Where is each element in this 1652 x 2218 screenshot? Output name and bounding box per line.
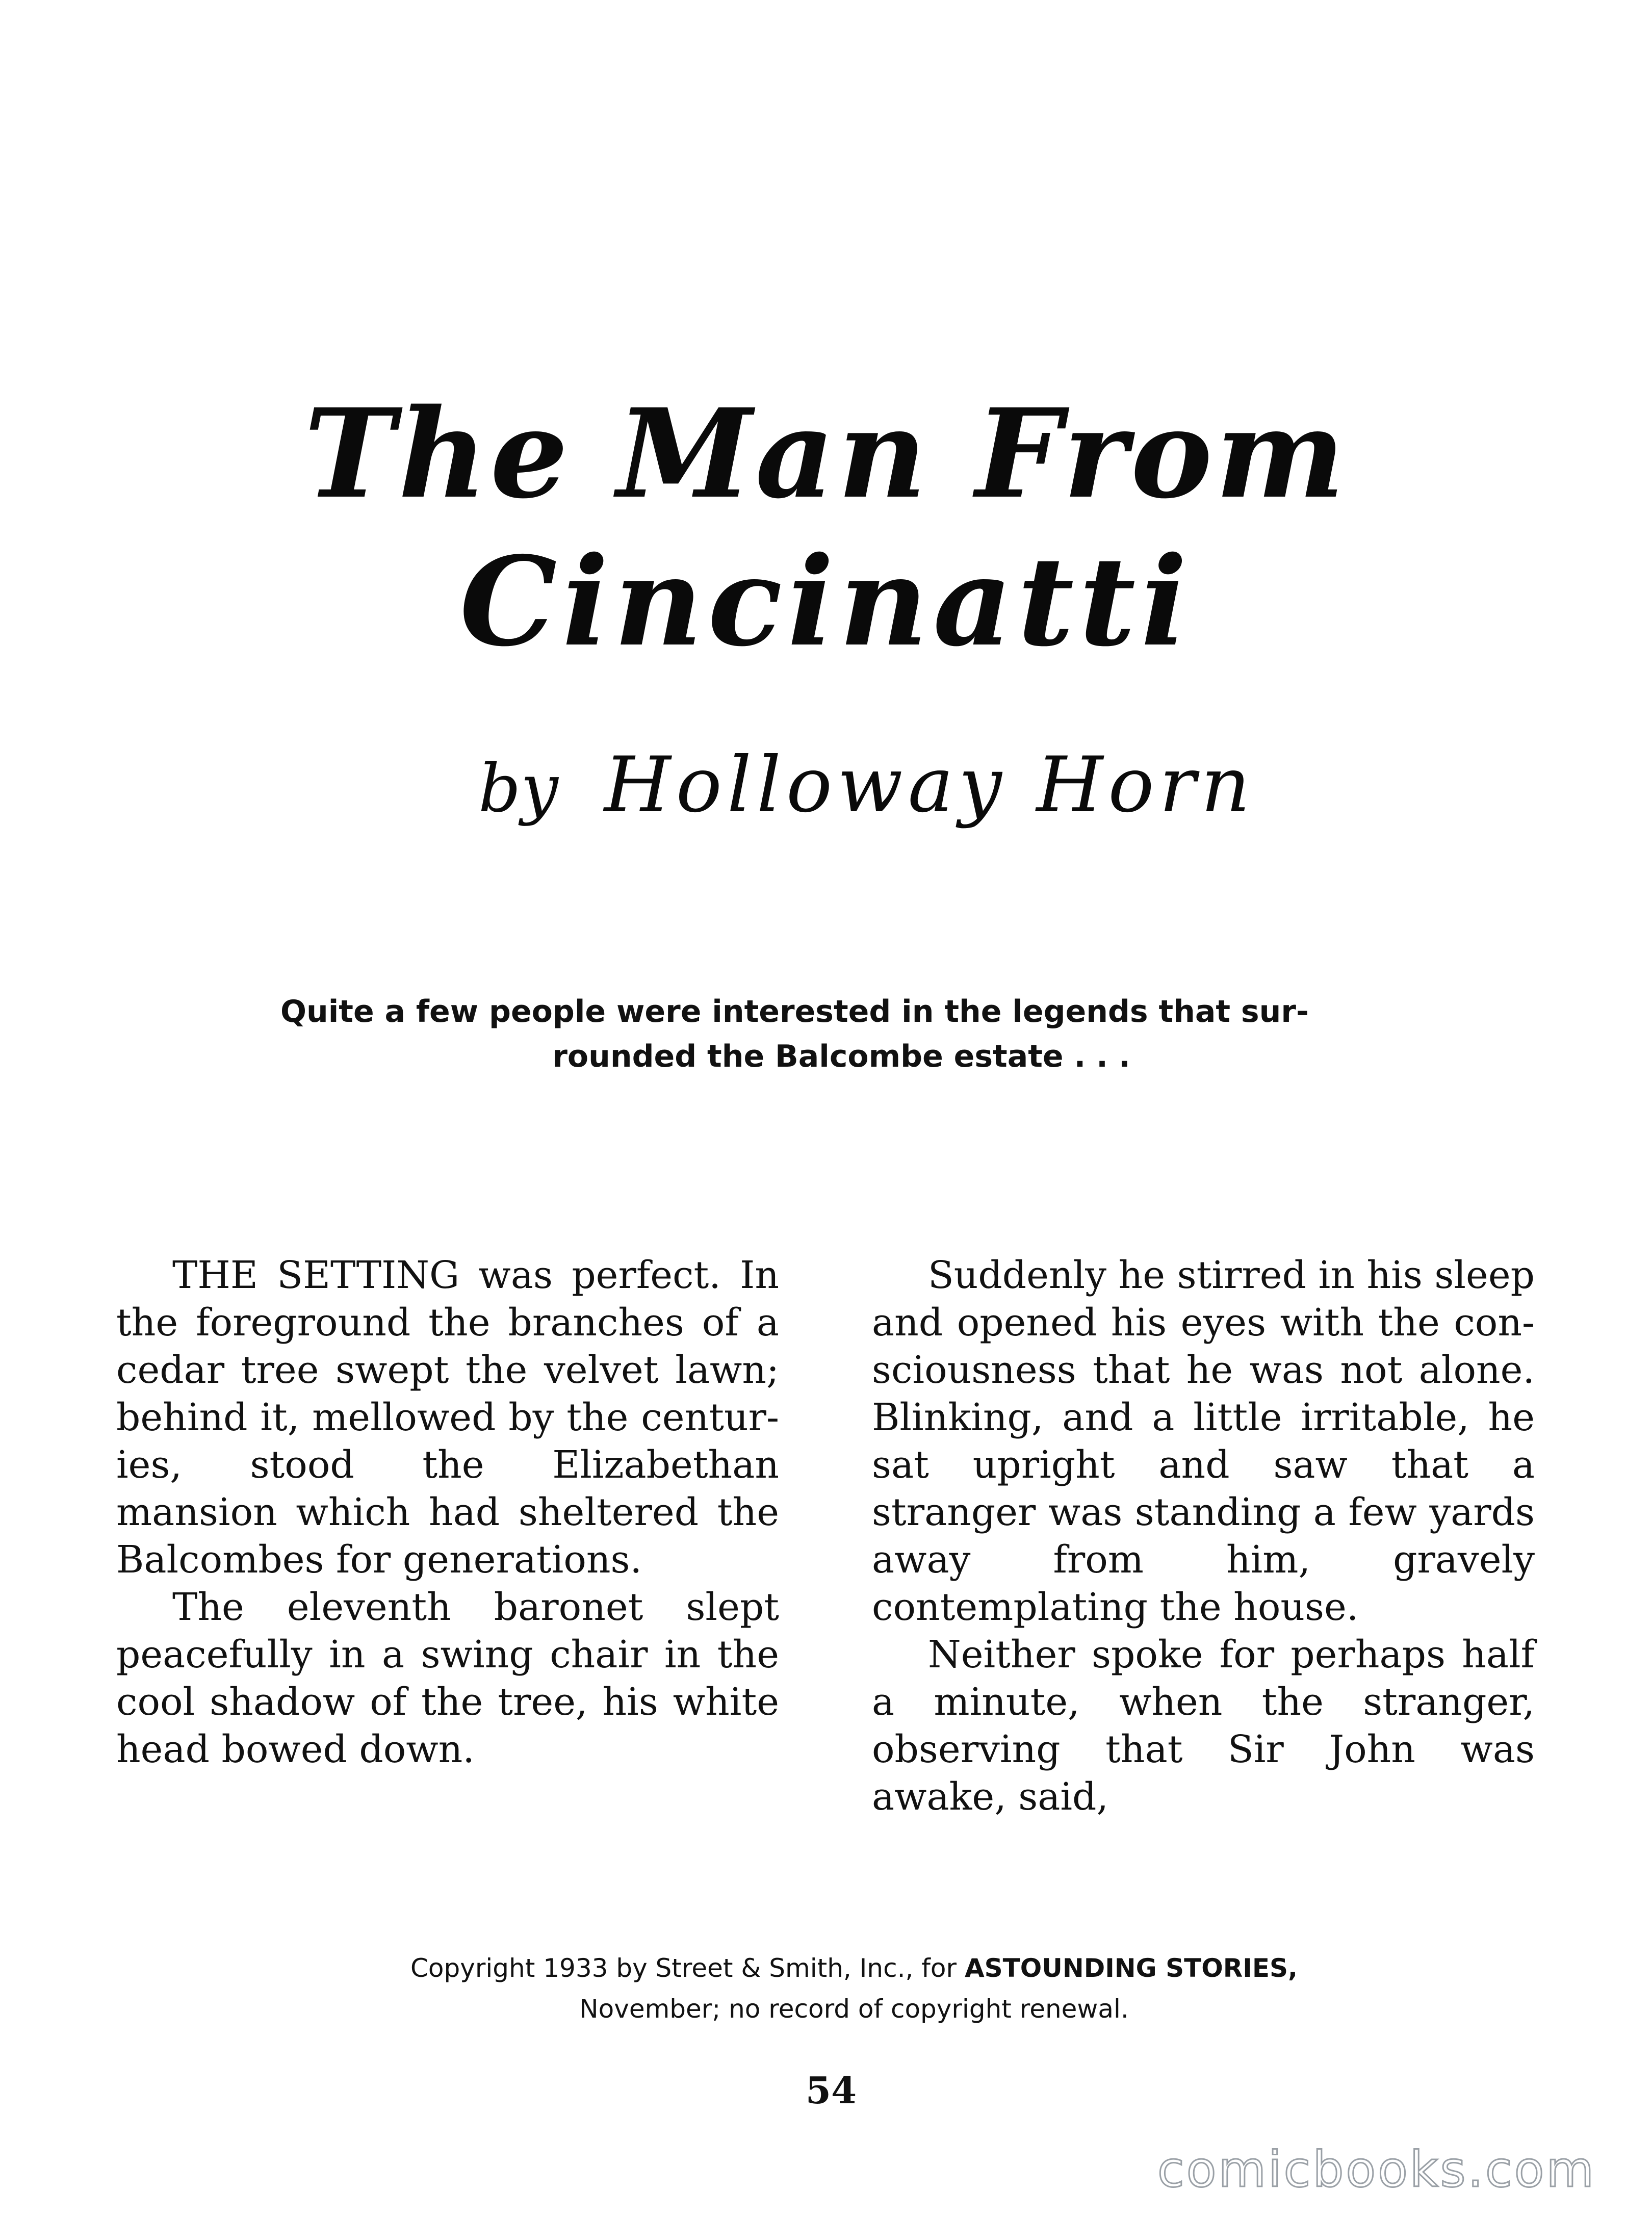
story-paragraph: THE SETTING was perfect. In the foreground the branches of a cedar tree swept the velvet lawn; behind it, mellowed by the centuries, stood the Elizabethan mansion which had sheltered the Balcombes for generations. — [116, 1253, 779, 1582]
story-paragraph: The eleventh baronet slept peacefully in a swing chair in the cool shadow of the tree, his white head bowed down. — [116, 1585, 779, 1771]
page-number: 54 — [805, 2069, 857, 2112]
copyright-notice — [0, 1948, 1652, 2029]
story-paragraph: Neither spoke for perhaps half a minute, when the stranger, observing that Sir John was awake, said, — [872, 1633, 1535, 1819]
story-paragraph: Suddenly he stirred in his sleep and opened his eyes with the consciousness that he was not alone. Blinking, and a little irritable, he sat upright and saw that a stranger was standing a few yards away from him, gravely contemplating the house. — [872, 1253, 1535, 1629]
story-column-left — [116, 1252, 779, 1773]
copyright-line-2: November; no record of copyright renewal. — [579, 1994, 1129, 2024]
blurb-line-1: Quite a few people were interested in the legends that sur- — [280, 994, 1309, 1029]
title-line-1: The Man From — [304, 382, 1348, 526]
story-blurb — [280, 989, 1402, 1079]
copyright-line-1 — [56, 1948, 1652, 1989]
title-line-2: Cincinatti — [459, 530, 1193, 674]
magazine-name: ASTOUNDING STORIES, — [964, 1953, 1298, 1983]
blurb-line-2: rounded the Balcombe estate . . . — [552, 1039, 1130, 1074]
byline-prefix: by — [478, 750, 558, 827]
byline — [0, 734, 1652, 839]
story-column-right — [872, 1252, 1535, 1821]
site-watermark: comicbooks.com — [1157, 2141, 1596, 2198]
copyright-prefix: Copyright 1933 by Street & Smith, Inc., for — [410, 1953, 957, 1983]
author-name: Holloway Horn — [604, 741, 1255, 830]
